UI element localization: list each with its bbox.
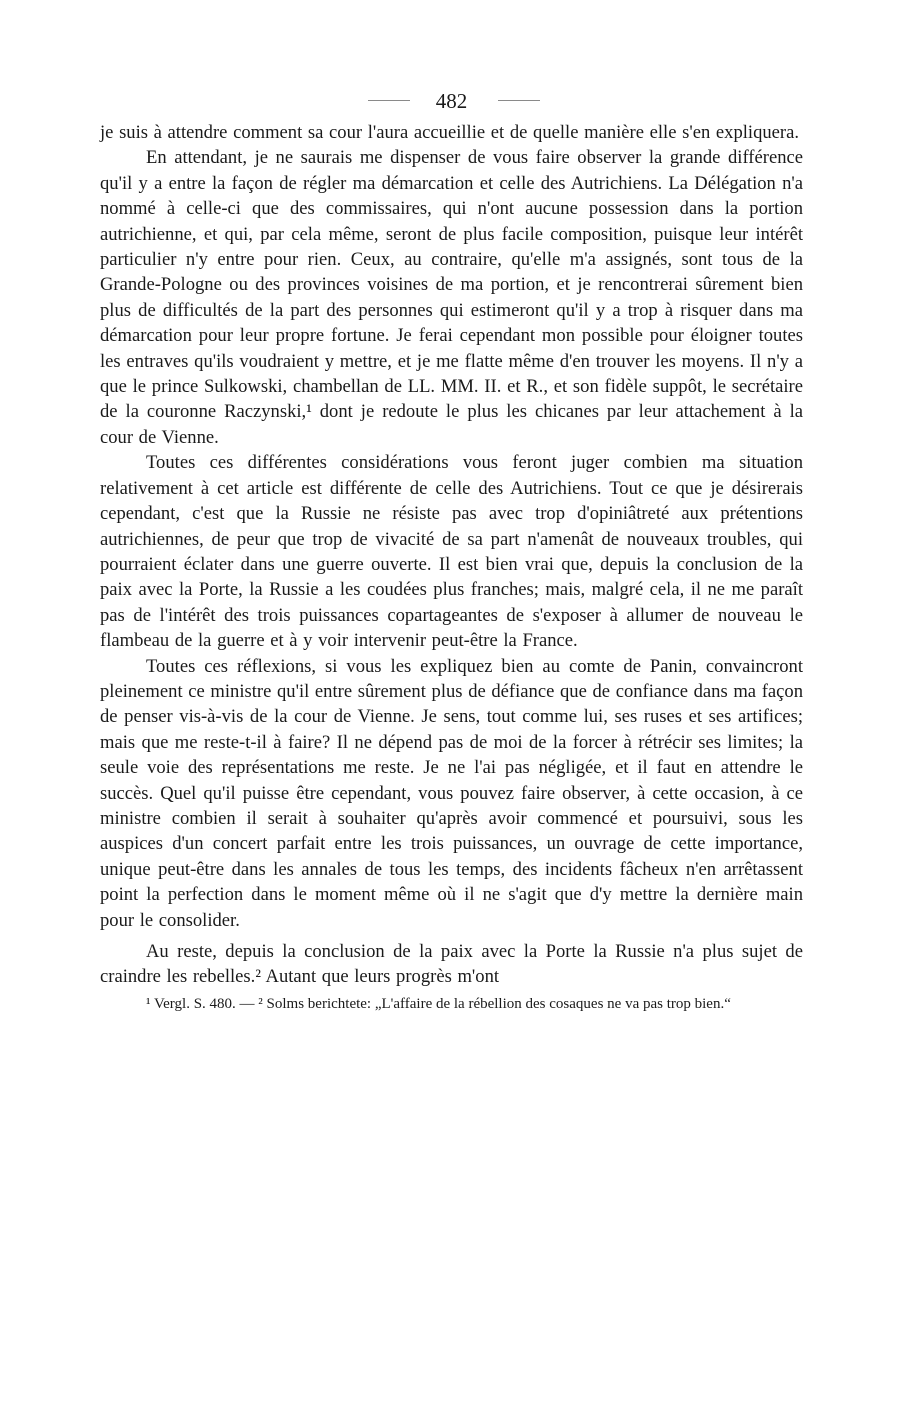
header-rule-left: [368, 100, 410, 101]
paragraph-1: je suis à attendre comment sa cour l'aura accueillie et de quelle manière elle s'en expliquera.: [100, 122, 800, 143]
body-text: [100, 120, 803, 990]
paragraph-3: Toutes ces différentes considérations vous feront juger combien ma situation relativement à cet article est différente de celle des Autrichiens. Tout ce que je désirerais cependant, c'est que la Russie ne résiste pas avec trop d'opiniâtreté aux prétentions autrichiennes, de peur que trop de vivacité de sa part n'amenât de nouveaux troubles, qui pourraient éclater dans une guerre ouverte. Il est bien vrai que, depuis la conclusion de la paix avec la Porte, la Russie a les coudées plus franches; mais, malgré cela, il ne me paraît pas de l'intérêt des trois puissances copartageantes de s'exposer à allumer de nouveau le flambeau de la guerre et à y voir intervenir peut-être la France.: [100, 452, 803, 652]
paragraph-5: Au reste, depuis la conclusion de la paix avec la Porte la Russie n'a plus sujet de craindre les rebelles.² Autant que leurs progrès m'ont: [100, 941, 803, 988]
footnotes: [100, 994, 803, 1015]
page-header: [100, 86, 803, 120]
footnote-text: ¹ Vergl. S. 480. — ² Solms berichtete: „L'affaire de la rébellion des cosaques ne va pas trop bien.“: [146, 995, 731, 1012]
paragraph-2: En attendant, je ne saurais me dispenser de vous faire observer la grande différence qu'il y a entre la façon de régler ma démarcation et celle des Autrichiens. La Délégation n'a nommé à celle-ci que des commissaires, qui n'ont aucune possession dans la portion autrichienne, et qui, par cela même, seront de plus facile composition, puisque leur intérêt particulier n'y entre pour rien. Ceux, au contraire, qu'elle m'a assignés, sont tous de la Grande-Pologne ou des provinces voisines de ma portion, et je rencontrerai sûrement bien plus de difficultés de la part des personnes qui estimeront qu'il y a trop à risquer dans ma démarcation pour leur propre fortune. Je ferai cependant mon possible pour éloigner toutes les entraves qu'ils voudraient y mettre, et je me flatte même d'en trouver les moyens. Il n'y a que le prince Sulkowski, chambellan de LL. MM. II. et R., et son fidèle suppôt, le secrétaire de la couronne Raczynski,¹ dont je redoute le plus les chicanes par leur attachement à la cour de Vienne.: [100, 147, 803, 448]
header-rule-right: [498, 100, 540, 101]
page-number: 482: [435, 89, 468, 113]
document-page: [100, 86, 803, 1015]
paragraph-4: Toutes ces réflexions, si vous les expliquez bien au comte de Panin, convaincront pleinement ce ministre qu'il entre sûrement plus de défiance que de confiance dans ma façon de penser vis-à-vis de la cour de Vienne. Je sens, tout comme lui, ses ruses et ses artifices; mais que me reste-t-il à faire? Il ne dépend pas de moi de la forcer à rétrécir ses limites; la seule voie des représentations me reste. Je ne l'ai pas négligée, et il faut en attendre le succès. Quel qu'il puisse être cependant, vous pouvez faire observer, à cette occasion, à ce ministre combien il serait à souhaiter qu'après avoir commencé et poursuivi, sous les auspices d'un concert parfait entre les trois puissances, un ouvrage de cette importance, unique peut-être dans les annales de tous les temps, des incidents fâcheux n'en arrêtassent point la perfection dans le moment même où il ne s'agit que d'y mettre la dernière main pour le consolider.: [100, 655, 803, 931]
